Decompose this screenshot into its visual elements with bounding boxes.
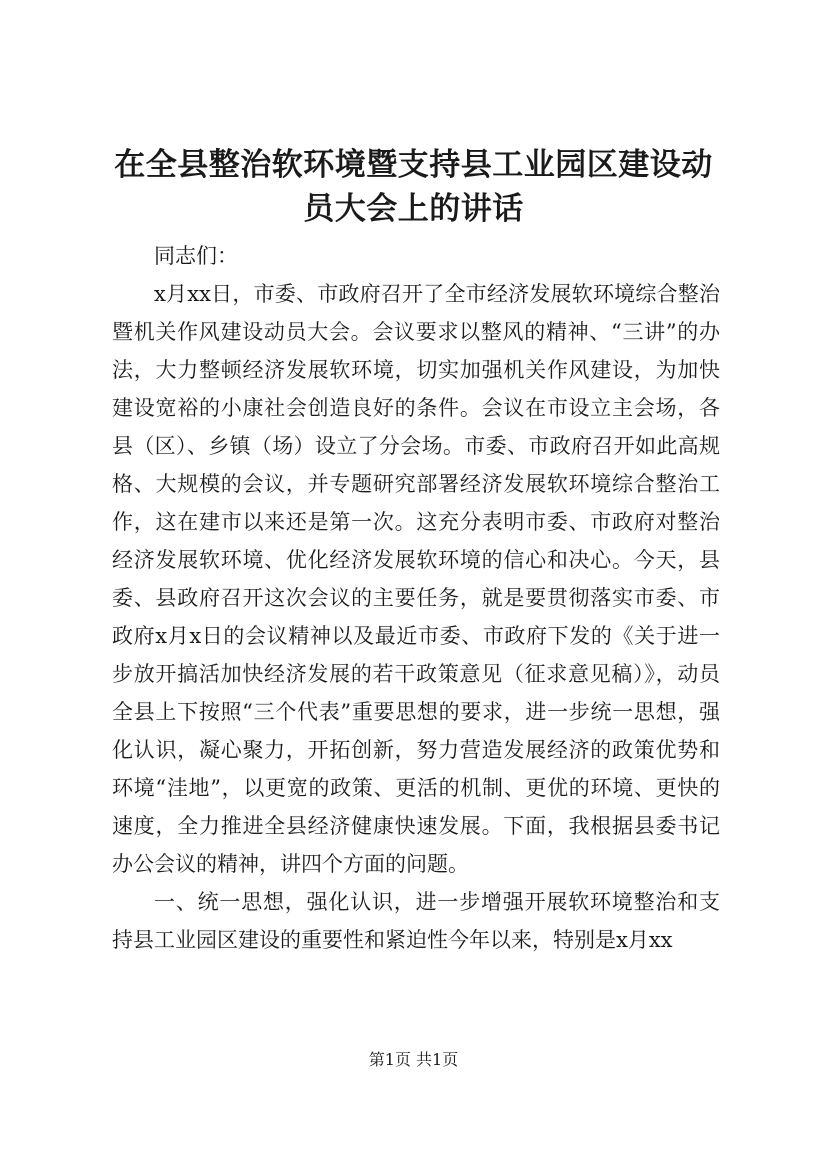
document-body <box>112 237 720 959</box>
salutation: 同志们： <box>154 244 238 268</box>
paragraph-1: x月xx日，市委、市政府召开了全市经济发展软环境综合整治暨机关作风建设动员大会。会议要求以整风的精神、“三讲”的办法，大力整顿经济发展软环境，切实加强机关作风建设，为加快建设宽裕的小康社会创造良好的条件。会议在市设立主会场，各县（区）、乡镇（场）设立了分会场。市委、市政府召开如此高规格、大规模的会议，并专题研究部署经济发展软环境综合整治工作，这在建市以来还是第一次。这充分表明市委、市政府对整治经济发展软环境、优化经济发展软环境的信心和决心。今天，县委、县政府召开这次会议的主要任务，就是要贯彻落实市委、市政府x月x日的会议精神以及最近市委、市政府下发的《关于进一步放开搞活加快经济发展的若干政策意见（征求意见稿）》，动员全县上下按照“三个代表”重要思想的要求，进一步统一思想，强化认识，凝心聚力，开拓创新，努力营造发展经济的政策优势和环境“洼地”，以更宽的政策、更活的机制、更优的环境、更快的速度，全力推进全县经济健康快速发展。下面，我根据县委书记办公会议的精神，讲四个方面的问题。 <box>112 282 720 876</box>
page-number-footer: 第1页 共1页 <box>368 1050 459 1069</box>
document-title: 在全县整治软环境暨支持县工业园区建设动员大会上的讲话 <box>114 147 713 227</box>
paragraph-2: 一、统一思想，强化认识，进一步增强开展软环境整治和支持县工业园区建设的重要性和紧迫性今年以来，特别是x月xx <box>112 890 720 952</box>
